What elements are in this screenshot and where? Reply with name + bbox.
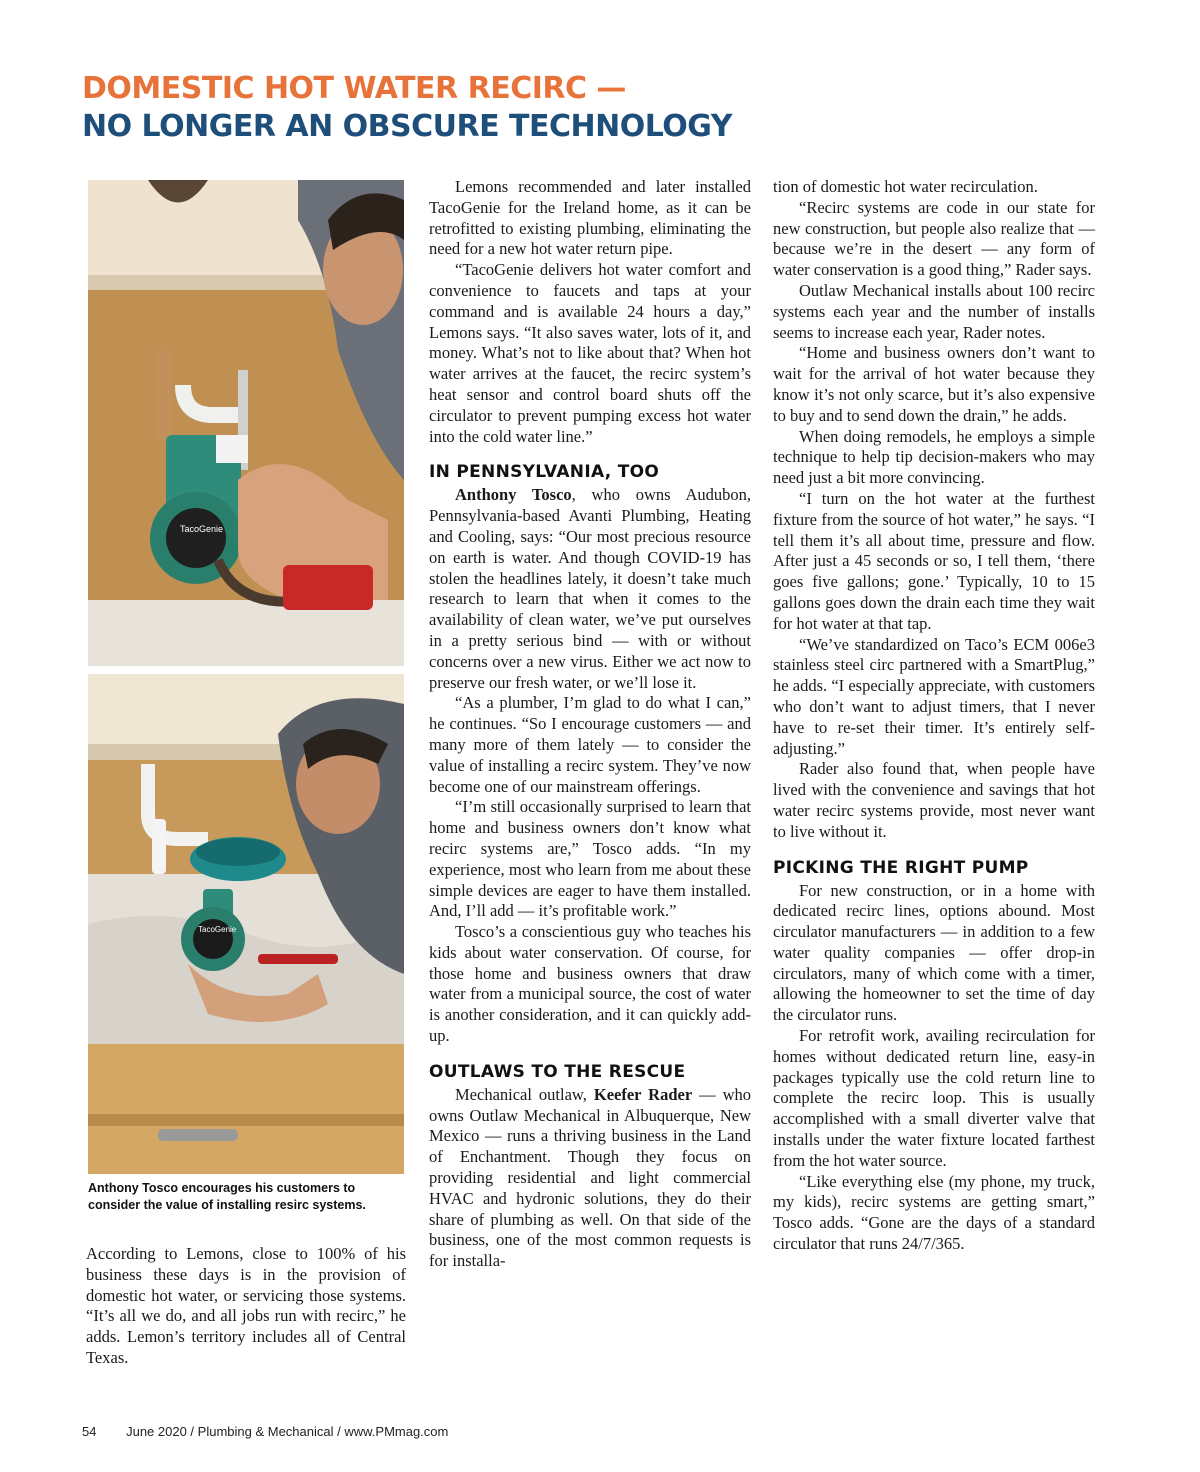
photo1-pump-brand: TacoGenie xyxy=(180,524,224,534)
photo-illustration-1 xyxy=(88,180,404,666)
photo-technician-pump-closeup xyxy=(88,180,404,666)
photo2-pump-brand: TacoGenie xyxy=(198,925,237,934)
col2-paragraph-6: Tosco’s a conscientious guy who teaches his kids about water conservation. Of course, for those home and business owners that draw water from a municipal source, the cost of water is another consideration, and it can quickly add-up. xyxy=(429,922,751,1046)
col3-paragraph-10: For retrofit work, availing recirculation for homes without dedicated return line, easy-in packages typically use the cold return line to complete the recirc loop. This is usually accomplished with a small diverter valve that installs under the water fixture located farthest from the hot water source. xyxy=(773,1026,1095,1170)
photo-caption: Anthony Tosco encourages his customers to consider the value of installing resirc systems. xyxy=(88,1181,366,1212)
col2-paragraph-5: “I’m still occasionally surprised to learn that home and business owners don’t know what recirc systems are,” Tosco adds. “In my experience, most who learn from me about these simple devices are eager to have them installed. And, I’ll add — it’s profitable work.” xyxy=(429,797,751,921)
page-number: 54 xyxy=(82,1424,97,1439)
col2-paragraph-7-text: — who owns Outlaw Mechanical in Albuquerque, New Mexico — runs a thriving business in the Land of Enchantment. Though they focus on providing residential and light commercial HVAC and hydronic solutions, they do their share of plumbing as well. On that side of the business, one of the most common requests is for installa- xyxy=(429,1084,751,1271)
column-2 xyxy=(429,177,751,1272)
section-heading-pump: PICKING THE RIGHT PUMP xyxy=(773,857,1029,878)
col3-paragraph-1: tion of domestic hot water recirculation. xyxy=(773,177,1038,196)
name-anthony-tosco: Anthony Tosco xyxy=(455,485,572,505)
section-heading-outlaws: OUTLAWS TO THE RESCUE xyxy=(429,1061,686,1082)
col3-paragraph-4: “Home and business owners don’t want to wait for the arrival of hot water because they know it’s not only scarce, but it’s also expensive to buy and to send down the drain,” he adds. xyxy=(773,343,1095,425)
col2-paragraph-2: “TacoGenie delivers hot water comfort and convenience to faucets and taps at your command and is available 24 hours a day,” Lemons says. “It also saves water, lots of it, and money. What’s not to like about that? When hot water arrives at the faucet, the recirc system’s heat sensor and control board shuts off the circulator to prevent pumping excess hot water into the cold water line.” xyxy=(429,260,751,446)
footer-issue-info: June 2020 / Plumbing & Mechanical / www.PMmag.com xyxy=(126,1424,449,1439)
col3-paragraph-9: For new construction, or in a home with dedicated recirc lines, options abound. Most circulator manufacturers — in addition to a few water quality companies — offer drop-in circulators, many of which come with a timer, allowing the homeowner to set the time of day the circulator runs. xyxy=(773,880,1095,1025)
column-1 xyxy=(86,1244,406,1369)
col3-paragraph-2: “Recirc systems are code in our state for new construction, but people also realize that — because we’re in the desert — any form of water conservation is a good thing,” Rader says. xyxy=(773,197,1095,280)
col2-paragraph-7 xyxy=(429,1085,751,1272)
col2-paragraph-3-text: , who owns Audubon, Pennsylvania-based Avanti Plumbing, Heating and Cooling, says: “Our most precious resource on earth is water. And though COVID-19 has stolen the headlines lately, it doesn’t take much research to learn that when it comes to the availability of clean water, we’ve put ourselves in a pretty serious bind — with or without concerns over a new virus. Either we act now to preserve our fresh water, or we’ll lose it. xyxy=(429,485,751,692)
col3-paragraph-5: When doing remodels, he employs a simple technique to help tip decision-makers who may need just a bit more convincing. xyxy=(773,426,1095,488)
title-line-1: DOMESTIC HOT WATER RECIRC — xyxy=(82,71,626,106)
title-line-2: NO LONGER AN OBSCURE TECHNOLOGY xyxy=(82,109,732,144)
page-footer xyxy=(82,1424,448,1439)
photo-illustration-2 xyxy=(88,674,404,1174)
column-3 xyxy=(773,177,1095,1255)
photo-technician-installing xyxy=(88,674,404,1174)
col2-paragraph-4: “As a plumber, I’m glad to do what I can,” he continues. “So I encourage customers — and many more of them lately — to consider the value of installing a recirc system. They’ve now become one of our mainstream offerings. xyxy=(429,693,751,796)
col3-paragraph-8: Rader also found that, when people have lived with the convenience and savings that hot water recirc systems provide, most never want to live without it. xyxy=(773,759,1095,841)
col3-paragraph-6: “I turn on the hot water at the furthest fixture from the source of hot water,” he says. “I tell them it’s all about time, pressure and flow. After just a 45 seconds or so, I tell them, ‘there goes five gallons; gone.’ Typically, 10 to 15 gallons goes down the drain each time they wait for hot water at that tap. xyxy=(773,488,1095,633)
col2-paragraph-1: Lemons recommended and later installed TacoGenie for the Ireland home, as it can be retrofitted to existing plumbing, eliminating the need for a new hot water return pipe. xyxy=(429,177,751,259)
article-title xyxy=(82,70,732,146)
col1-paragraph-1: According to Lemons, close to 100% of his business these days is in the provision of domestic hot water, or servicing those systems. “It’s all we do, and all jobs run with recirc,” he adds. Lemon’s territory includes all of Central Texas. xyxy=(86,1244,406,1367)
col3-paragraph-11: “Like everything else (my phone, my truck, my kids), recirc systems are getting smart,” Tosco adds. “Gone are the days of a standard circulator that runs 24/7/365. xyxy=(773,1171,1095,1254)
col3-paragraph-3: Outlaw Mechanical installs about 100 recirc systems each year and the number of installs seems to increase each year, Rader notes. xyxy=(773,280,1095,342)
name-keefer-rader: Keefer Rader xyxy=(593,1084,693,1104)
section-heading-pennsylvania: IN PENNSYLVANIA, TOO xyxy=(429,462,660,483)
col2-paragraph-7-lead: Mechanical outlaw, xyxy=(455,1084,594,1104)
col3-paragraph-7: “We’ve standardized on Taco’s ECM 006e3 stainless steel circ partnered with a SmartPlug,” he adds. “I especially appreciate, with customers who don’t want to adjust timers, that I never have to re-set their timer. It’s entirely self-adjusting.” xyxy=(773,634,1095,758)
col2-paragraph-3 xyxy=(429,485,751,693)
